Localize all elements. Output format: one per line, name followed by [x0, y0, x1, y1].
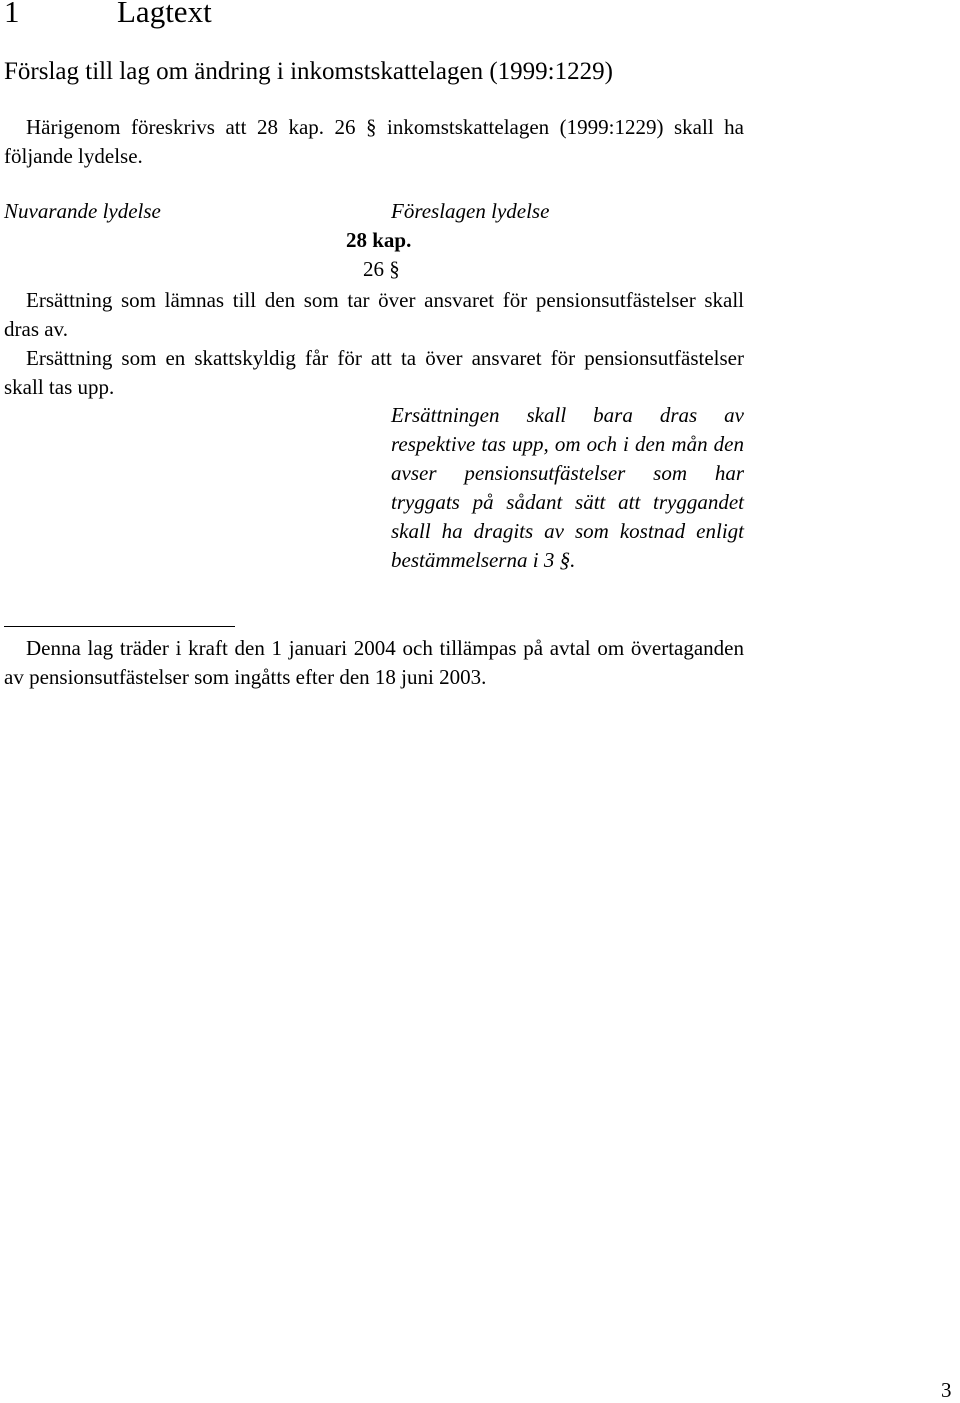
- section-heading: 26 §: [363, 257, 400, 281]
- proposed-paragraph: Ersättningen skall bara dras av respektive tas upp, om och i den mån den avser pensionsutfästelser som har tryggats på sådant sätt att tryggandet skall ha dragits av som kostnad enligt bestämmelserna i 3 §.: [391, 403, 744, 572]
- current-paragraph-1: Ersättning som lämnas till den som tar över ansvaret för pensionsutfästelser skall dras av.: [4, 288, 744, 341]
- current-paragraph-2: Ersättning som en skattskyldig får för att ta över ansvaret för pensionsutfästelser skall tas upp.: [4, 346, 744, 399]
- chapter-heading: 28 kap.: [346, 228, 412, 252]
- subheading: Förslag till lag om ändring i inkomstskattelagen (1999:1229): [4, 58, 613, 85]
- footnote: Denna lag träder i kraft den 1 januari 2004 och tillämpas på avtal om övertaganden av pensionsutfästelser som ingåtts efter den 18 juni 2003.: [4, 636, 744, 689]
- heading-number: 1: [4, 0, 20, 29]
- current-wording-label: Nuvarande lydelse: [4, 199, 161, 223]
- page-number: 3: [941, 1378, 952, 1402]
- intro-paragraph: Härigenom föreskrivs att 28 kap. 26 § inkomstskattelagen (1999:1229) skall ha följande lydelse.: [4, 115, 744, 168]
- footnote-divider: [4, 626, 235, 627]
- heading-title: Lagtext: [117, 0, 212, 29]
- proposed-wording-label: Föreslagen lydelse: [391, 199, 550, 223]
